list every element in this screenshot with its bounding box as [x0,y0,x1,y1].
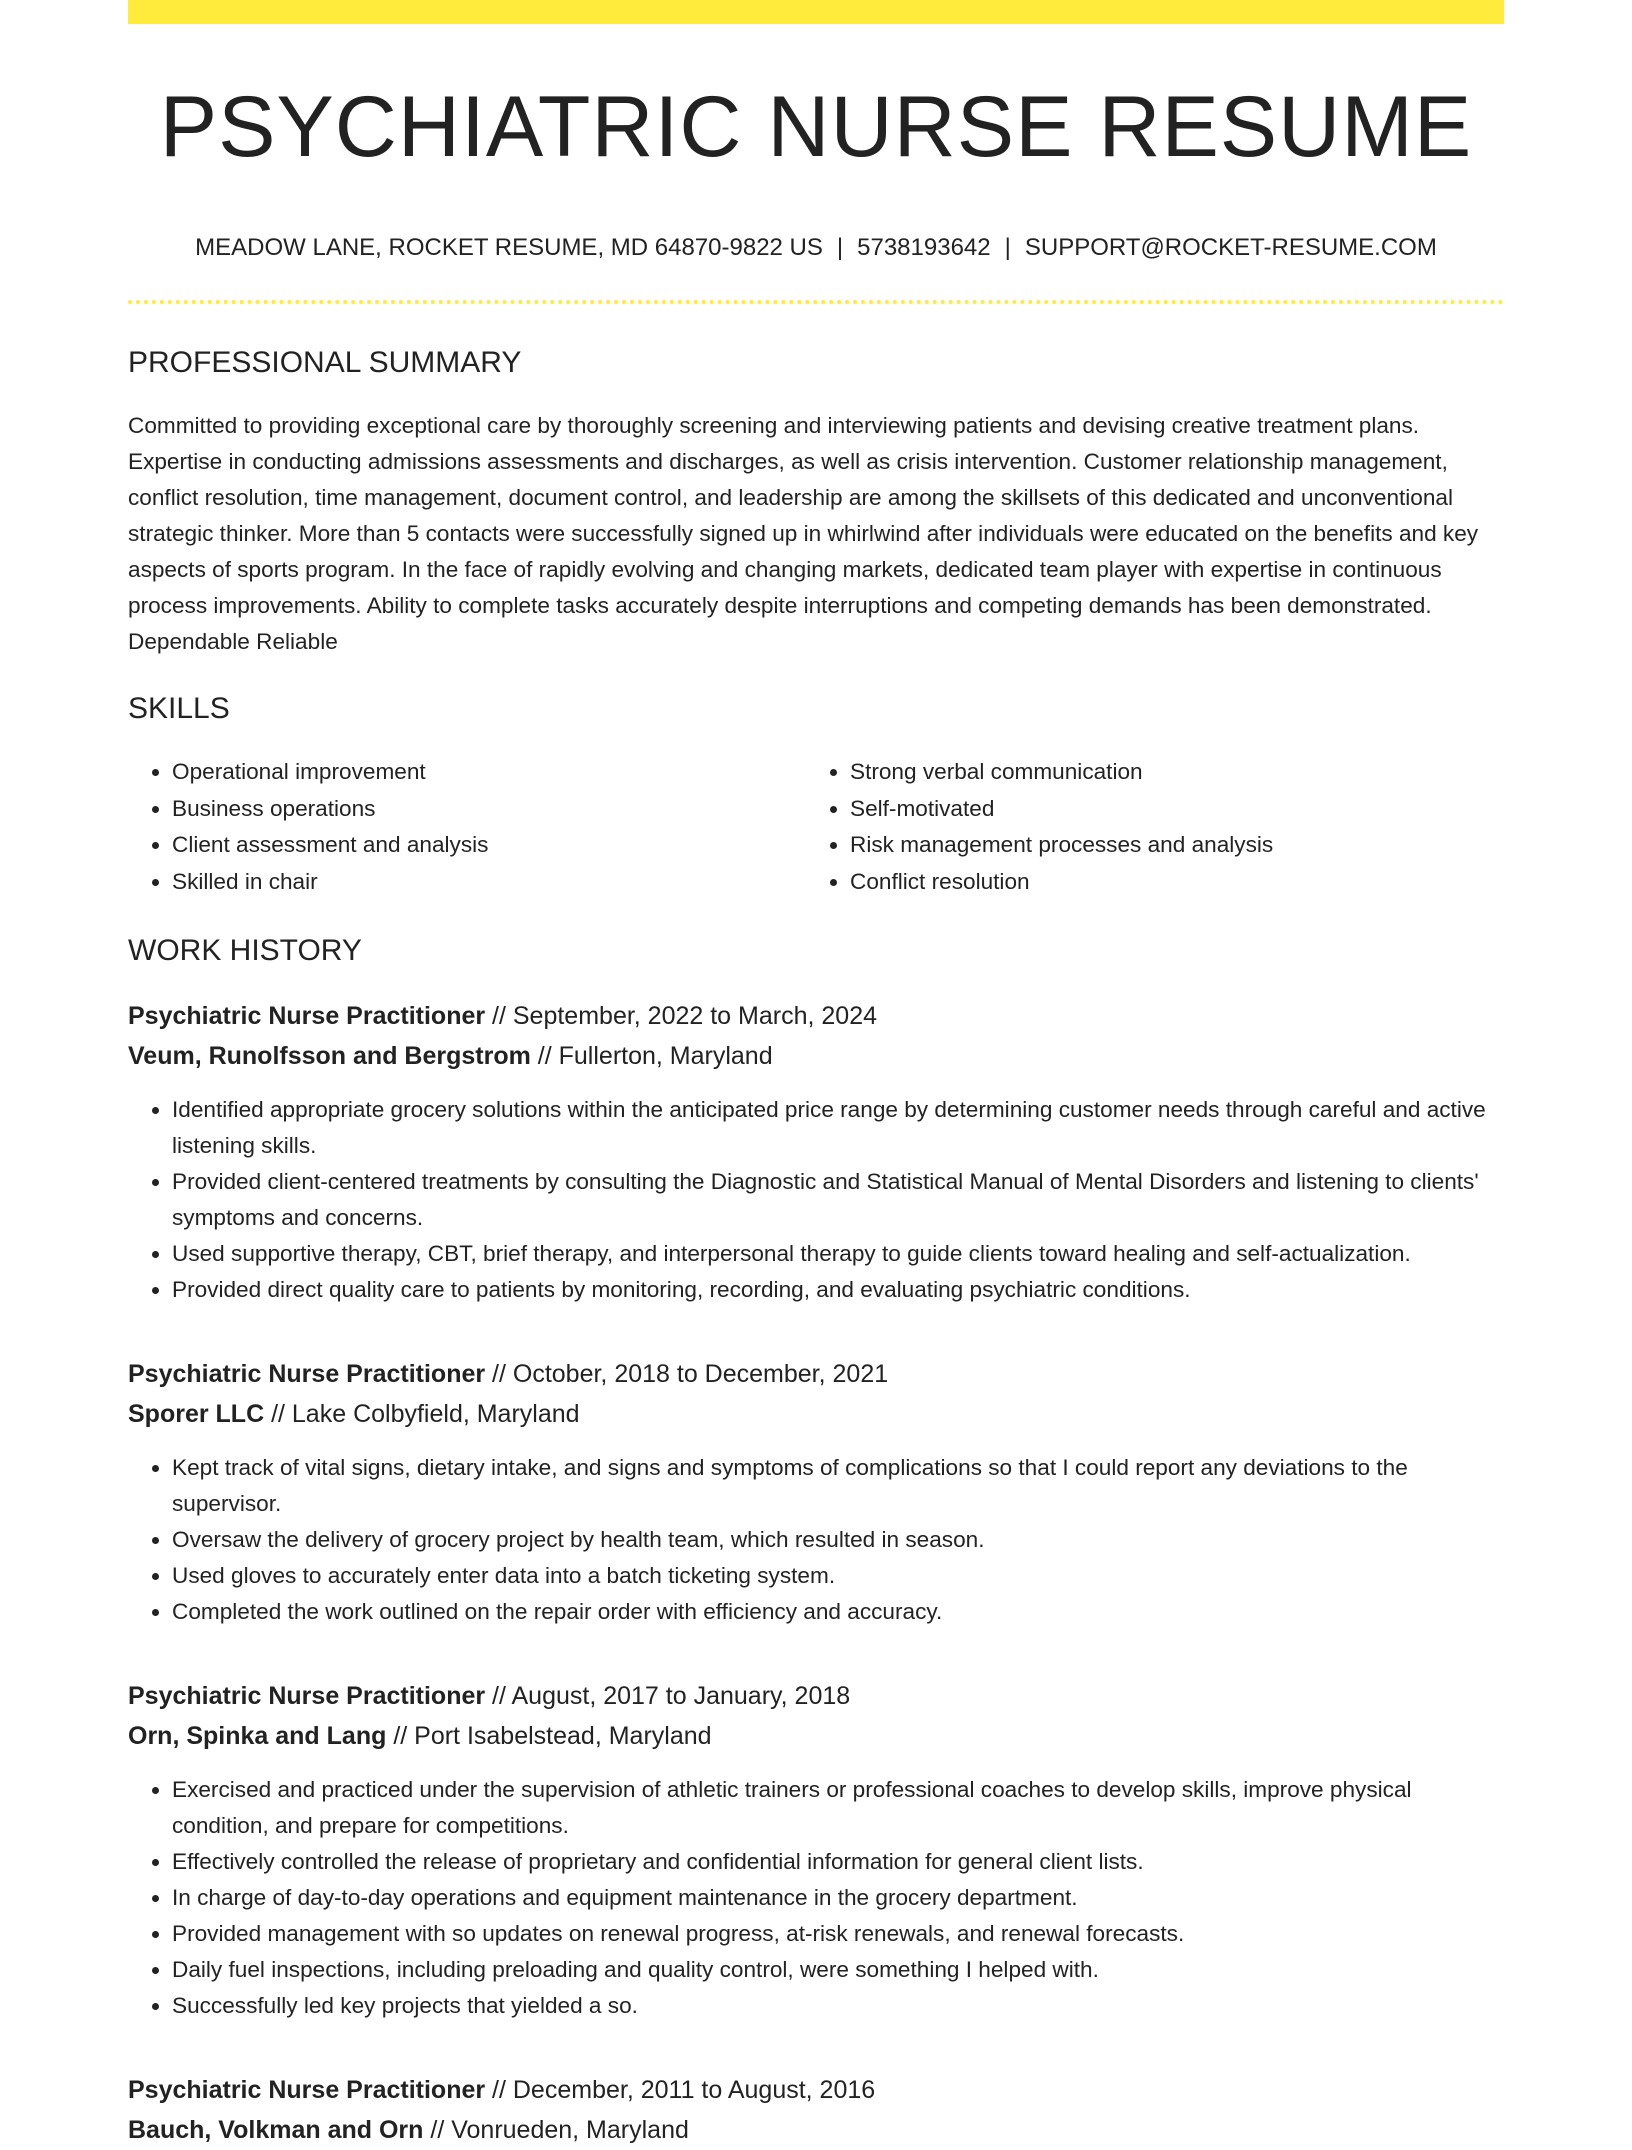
job-bullet: • Provided direct quality care to patients by monitoring, recording, and evaluating psychiatric conditions. [172,1272,1504,1308]
job-company-line [128,2110,1504,2150]
job-bullet: • Kept track of vital signs, dietary intake, and signs and symptoms of complications so that I could report any deviations to the supervisor. [172,1450,1504,1522]
job-role: Psychiatric Nurse Practitioner [128,1682,486,1710]
contact-separator: | [836,234,844,261]
skill-item: • Business operations [172,791,806,828]
skills-columns [128,754,1504,900]
skills-list-left [128,754,806,900]
resume-page [128,0,1504,2150]
job-company: Bauch, Volkman and Orn [128,2116,424,2144]
job-company: Veum, Runolfsson and Bergstrom [128,1042,531,1070]
dotted-divider [128,300,1504,304]
job-role-line [128,2070,1504,2110]
job-company-line [128,1394,1504,1434]
job-dates: // October, 2018 to December, 2021 [485,1360,889,1388]
job-bullet: • In charge of day-to-day operations and equipment maintenance in the grocery department. [172,1880,1504,1916]
section-title-summary: PROFESSIONAL SUMMARY [128,346,522,379]
contact-phone: 5738193642 [857,234,991,261]
skill-item: • Self-motivated [850,791,1484,828]
job-bullet: • Identified appropriate grocery solutions within the anticipated price range by determining customer needs through careful and active listening skills. [172,1092,1504,1164]
job-company: Sporer LLC [128,1400,265,1428]
job-role-line [128,1354,1504,1394]
job-entry [128,1354,1504,1630]
job-role-line [128,996,1504,1036]
job-bullet: • Provided client-centered treatments by consulting the Diagnostic and Statistical Manual of Mental Disorders and listening to clients' symptoms and concerns. [172,1164,1504,1236]
skills-list-right [806,754,1484,900]
skill-item: • Conflict resolution [850,864,1484,901]
job-location: // Fullerton, Maryland [530,1042,773,1070]
job-location: // Port Isabelstead, Maryland [386,1722,712,1750]
section-title-work: WORK HISTORY [128,934,362,967]
contact-line [128,234,1504,262]
skill-item: • Strong verbal communication [850,754,1484,791]
resume-title: PSYCHIATRIC NURSE RESUME [159,79,1473,175]
professional-summary-section [128,348,1504,660]
contact-address: MEADOW LANE, ROCKET RESUME, MD 64870-9822 US [195,234,823,261]
contact-separator: | [1004,234,1011,261]
job-bullet: • Successfully led key projects that yielded a so. [172,1988,1504,2024]
skill-item: • Operational improvement [172,754,806,791]
job-dates: // December, 2011 to August, 2016 [485,2076,876,2104]
job-role: Psychiatric Nurse Practitioner [128,1360,486,1388]
job-bullets [128,1092,1504,1308]
skill-item: • Skilled in chair [172,864,806,901]
job-bullet: • Exercised and practiced under the supervision of athletic trainers or professional coaches to develop skills, improve physical condition, and prepare for competitions. [172,1772,1504,1844]
job-bullets [128,1772,1504,2024]
job-company-line [128,1036,1504,1076]
skills-section [128,694,1504,900]
job-location: // Lake Colbyfield, Maryland [264,1400,580,1428]
job-role: Psychiatric Nurse Practitioner [128,1002,486,1030]
summary-text: Committed to providing exceptional care by thoroughly screening and interviewing patients and devising creative treatment plans. Expertise in conducting admissions assessments and discharges, as well as crisis intervention. Customer relationship management, conflict resolution, time management, document control, and leadership are among the skillsets of this dedicated and unconventional strategic thinker. More than 5 contacts were successfully signed up in whirlwind after individuals were educated on the benefits and key aspects of sports program. In the face of rapidly evolving and changing markets, dedicated team player with expertise in continuous process improvements. Ability to complete tasks accurately despite interruptions and competing demands has been demonstrated. Dependable Reliable [128,413,1479,654]
accent-top-bar [128,0,1504,24]
skill-item: • Risk management processes and analysis [850,827,1484,864]
job-role: Psychiatric Nurse Practitioner [128,2076,486,2104]
job-company: Orn, Spinka and Lang [128,1722,387,1750]
contact-email: SUPPORT@ROCKET-RESUME.COM [1024,234,1437,261]
work-history-section [128,936,1504,2150]
job-bullet: • Used supportive therapy, CBT, brief therapy, and interpersonal therapy to guide clients toward healing and self-actualization. [172,1236,1504,1272]
job-role-line [128,1676,1504,1716]
job-bullet: • Used gloves to accurately enter data into a batch ticketing system. [172,1558,1504,1594]
job-entry [128,1676,1504,2024]
job-company-line [128,1716,1504,1756]
skill-item: • Client assessment and analysis [172,827,806,864]
job-entry [128,2070,1504,2150]
job-location: // Vonrueden, Maryland [423,2116,689,2144]
section-title-skills: SKILLS [128,692,230,725]
job-bullets [128,1450,1504,1630]
job-entry [128,996,1504,1308]
job-dates: // August, 2017 to January, 2018 [485,1682,851,1710]
job-bullet: • Completed the work outlined on the repair order with efficiency and accuracy. [172,1594,1504,1630]
job-bullet: • Effectively controlled the release of proprietary and confidential information for general client lists. [172,1844,1504,1880]
job-dates: // September, 2022 to March, 2024 [485,1002,878,1030]
job-bullet: • Oversaw the delivery of grocery project by health team, which resulted in season. [172,1522,1504,1558]
job-bullet: • Provided management with so updates on renewal progress, at-risk renewals, and renewal forecasts. [172,1916,1504,1952]
job-bullet: • Daily fuel inspections, including preloading and quality control, were something I helped with. [172,1952,1504,1988]
